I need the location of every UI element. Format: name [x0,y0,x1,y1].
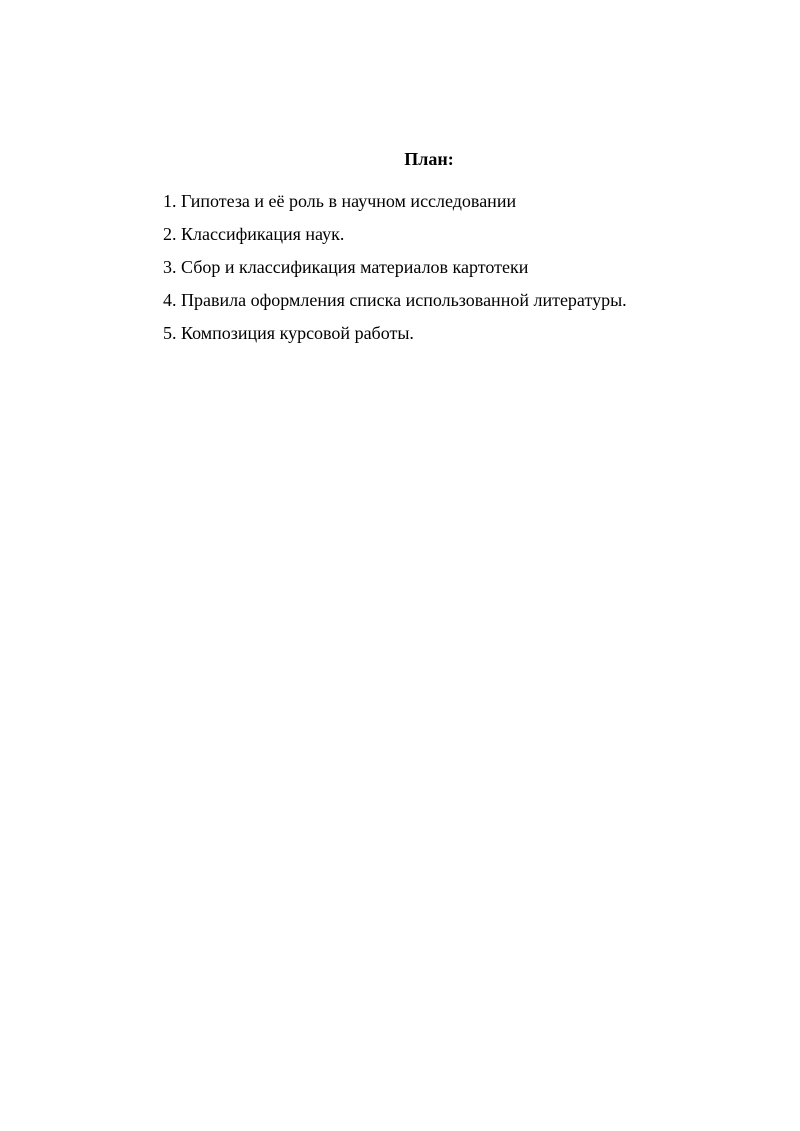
plan-list [163,190,627,355]
list-item: 4. Правила оформления списка использованной литературы. [163,290,627,310]
list-item: 2. Классификация наук. [163,224,345,244]
page-title: План: [404,149,454,169]
list-item: 3. Сбор и классификация материалов картотеки [163,257,529,277]
list-item: 1. Гипотеза и её роль в научном исследовании [163,191,517,211]
list-item: 5. Композиция курсовой работы. [163,323,414,343]
